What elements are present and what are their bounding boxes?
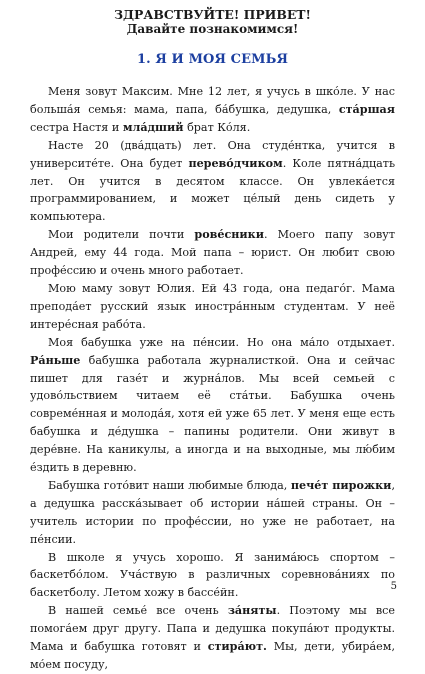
text-run: , а дедушка расска́зывает об истории на́шей страны. Он – учитель истории по профе́ссии, но уже не работает, на пе́нсии. [30,478,395,546]
bold-term: перево́дчиком [188,156,283,170]
bold-term: мла́дший [122,120,184,134]
text-run: . Поэтому мы все помога́ем друг другу. Папа и дедушка покупа́ют продукты. Мама и бабушка готовят и [30,604,395,654]
bold-term: пече́т пирожки [290,478,392,492]
text-run: Бабушка гото́вит наши любимые блюда, [48,478,291,492]
text-run: Мои родители почти [48,228,195,242]
paragraph [30,334,395,477]
greeting-subtitle: Давайте познакомимся! [126,22,299,36]
paragraph [30,137,395,227]
text-run: . Коле пятна́дцать лет. Он учится в десятом классе. Он увлека́ется программированием, и может це́лый день сидеть у компьютера. [30,156,396,224]
paragraph [30,226,395,280]
paragraph [30,602,395,674]
text-run: Моя бабушка уже на пе́нсии. Но она ма́ло отдыхает. [48,335,395,349]
paragraph [30,280,395,334]
paragraph [30,477,395,549]
text-run: В нашей семье́ все очень [48,604,228,618]
bold-term: стира́ют. [207,640,267,654]
text-run: бабушка работала журналисткой. Она и сейчас пишет для газе́т и журна́лов. Мы всей семьей с удово́льствием читаем её ста́тьи. Бабушка очень совреме́нная и молода́я, хотя ей уже 65 лет. У меня еще есть бабушка и де́душка – папины родители. Они живут в дере́вне. На каникулы, а иногда и на выходные, мы лю́бим е́здить в деревню. [30,353,395,475]
bold-term: Ра́ньше [30,353,81,367]
body-text [30,83,395,674]
paragraph [30,83,395,137]
text-run: . Моего папу зовут Андрей, ему 44 года. Мой папа – юрист. Он любит свою профе́ссию и очень много работает. [30,228,395,278]
section-title: 1. Я И МОЯ СЕМЬЯ [136,52,289,67]
bold-term: ста́ршая [338,102,395,116]
text-run: Мою маму зовут Юлия. Ей 43 года, она педаго́г. Мама препода́ет русский язык иностра́нным студентам. У неё интере́сная рабо́та. [30,281,395,331]
page-number: 5 [390,581,397,592]
paragraph [30,549,395,603]
text-run: брат Ко́ля. [183,120,251,134]
text-run: Мы, дети, убира́ем, мо́ем посуду, [30,640,395,671]
text-run: Насте 20 (два́дцать) лет. Она студе́нтка, учится в университе́те. Она будет [30,138,395,170]
bold-term: за́няты [227,604,277,618]
text-run: Меня зовут Максим. Мне 12 лет, я учусь в шко́ле. У нас больша́я семья: мама, папа, ба́бушка, дедушка, [30,85,395,116]
text-run: сестра Настя и [30,120,123,134]
bold-term: рове́сники [194,228,264,242]
text-run: В школе я учусь хорошо. Я занима́юсь спортом – баскетбо́лом. Уча́ствую в различных соревнова́ниях по баскетболу. Летом хожу в бассе́йн. [30,550,395,600]
greeting-title: ЗДРАВСТВУЙТЕ! ПРИВЕТ! [114,7,311,22]
